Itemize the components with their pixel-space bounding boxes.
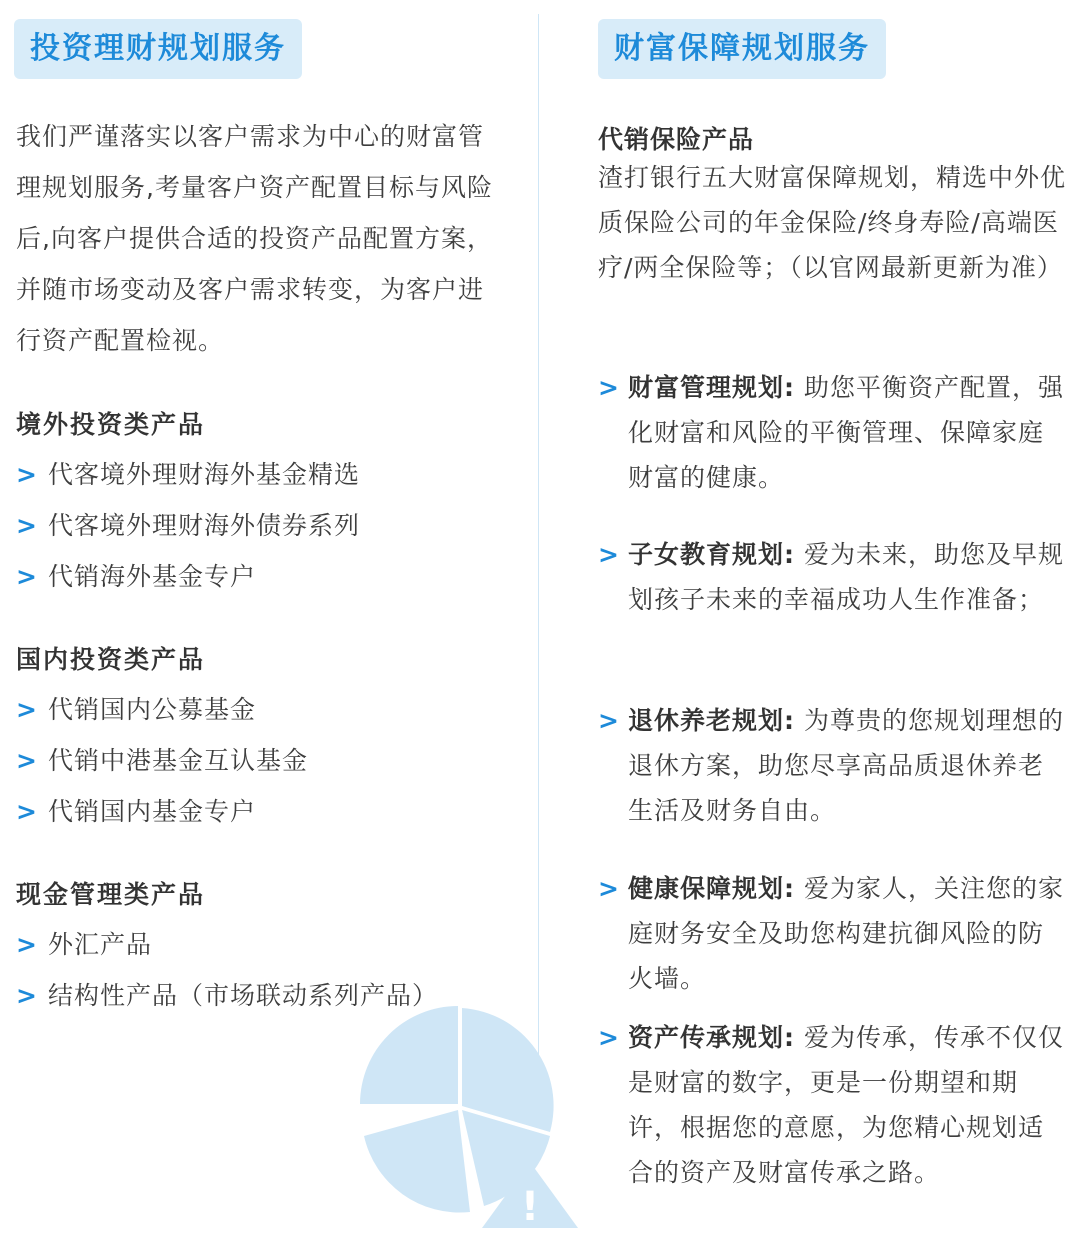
plan-description: 爱为传承，传承不仅仅是财富的数字，更是一份期望和期许，根据您的意愿，为您精心规划适合的资产及财富传承之路。 (628, 1023, 1064, 1187)
investment-intro-text: 我们严谨落实以客户需求为中心的财富管理规划服务,考量客户资产配置目标与风险后,向客户提供合适的投资产品配置方案，并随市场变动及客户需求转变，为客户进行资产配置检视。 (16, 122, 493, 355)
plan-item (598, 365, 1068, 500)
chevron-right-icon: > (598, 874, 619, 903)
list-item: > 代客境外理财海外基金精选 (16, 460, 360, 489)
chevron-right-icon: > (598, 706, 619, 735)
category-heading-cash: 现金管理类产品 (16, 880, 206, 909)
plan-title: 子女教育规划: (628, 540, 795, 569)
insurance-intro-text: 渣打银行五大财富保障规划，精选中外优质保险公司的年金保险/终身寿险/高端医疗/两全保险等；（以官网最新更新为准） (598, 163, 1067, 282)
list-item: > 代销国内公募基金 (16, 695, 256, 724)
plan-description: 爱为未来，助您及早规划孩子未来的幸福成功人生作准备； (628, 540, 1064, 614)
chevron-right-icon: > (16, 746, 38, 775)
chevron-right-icon: > (16, 695, 38, 724)
list-item: > 代客境外理财海外债券系列 (16, 511, 360, 540)
plan-description: 为尊贵的您规划理想的退休方案，助您尽享高品质退休养老生活及财务自由。 (628, 706, 1064, 825)
chevron-right-icon: > (598, 540, 619, 569)
pie-slice (360, 1006, 458, 1104)
category-heading-overseas: 境外投资类产品 (16, 410, 206, 439)
warning-mark: ! (520, 1184, 540, 1230)
chevron-right-icon: > (16, 981, 38, 1010)
plan-description: 爱为家人，关注您的家庭财务安全及助您构建抗御风险的防火墙。 (628, 874, 1064, 993)
plan-item (598, 866, 1068, 1001)
list-item: > 代销中港基金互认基金 (16, 746, 308, 775)
plan-title: 财富管理规划: (628, 373, 795, 402)
plan-item (598, 532, 1068, 622)
plan-title: 资产传承规划: (628, 1023, 795, 1052)
column-divider (538, 14, 539, 1094)
chevron-right-icon: > (16, 797, 38, 826)
insurance-products-title: 代销保险产品 (598, 125, 755, 154)
list-item: > 结构性产品（市场联动系列产品） (16, 981, 438, 1010)
plan-item (598, 698, 1068, 833)
investment-planning-badge: 投资理财规划服务 (14, 19, 302, 79)
list-item: > 代销海外基金专户 (16, 562, 256, 591)
pie-slice (462, 1008, 554, 1132)
category-heading-domestic: 国内投资类产品 (16, 645, 206, 674)
chevron-right-icon: > (16, 460, 38, 489)
chevron-right-icon: > (598, 373, 619, 402)
plan-title: 退休养老规划: (628, 706, 795, 735)
plan-description: 助您平衡资产配置，强化财富和风险的平衡管理、保障家庭财富的健康。 (628, 373, 1064, 492)
plan-title: 健康保障规划: (628, 874, 795, 903)
pie-chart-warning-icon (350, 1000, 590, 1240)
wealth-protection-badge: 财富保障规划服务 (598, 19, 886, 79)
list-item: > 代销国内基金专户 (16, 797, 256, 826)
plan-item (598, 1015, 1068, 1195)
pie-slice (364, 1110, 470, 1213)
chevron-right-icon: > (16, 562, 38, 591)
list-item: > 外汇产品 (16, 930, 152, 959)
chevron-right-icon: > (16, 930, 38, 959)
chevron-right-icon: > (16, 511, 38, 540)
chevron-right-icon: > (598, 1023, 619, 1052)
